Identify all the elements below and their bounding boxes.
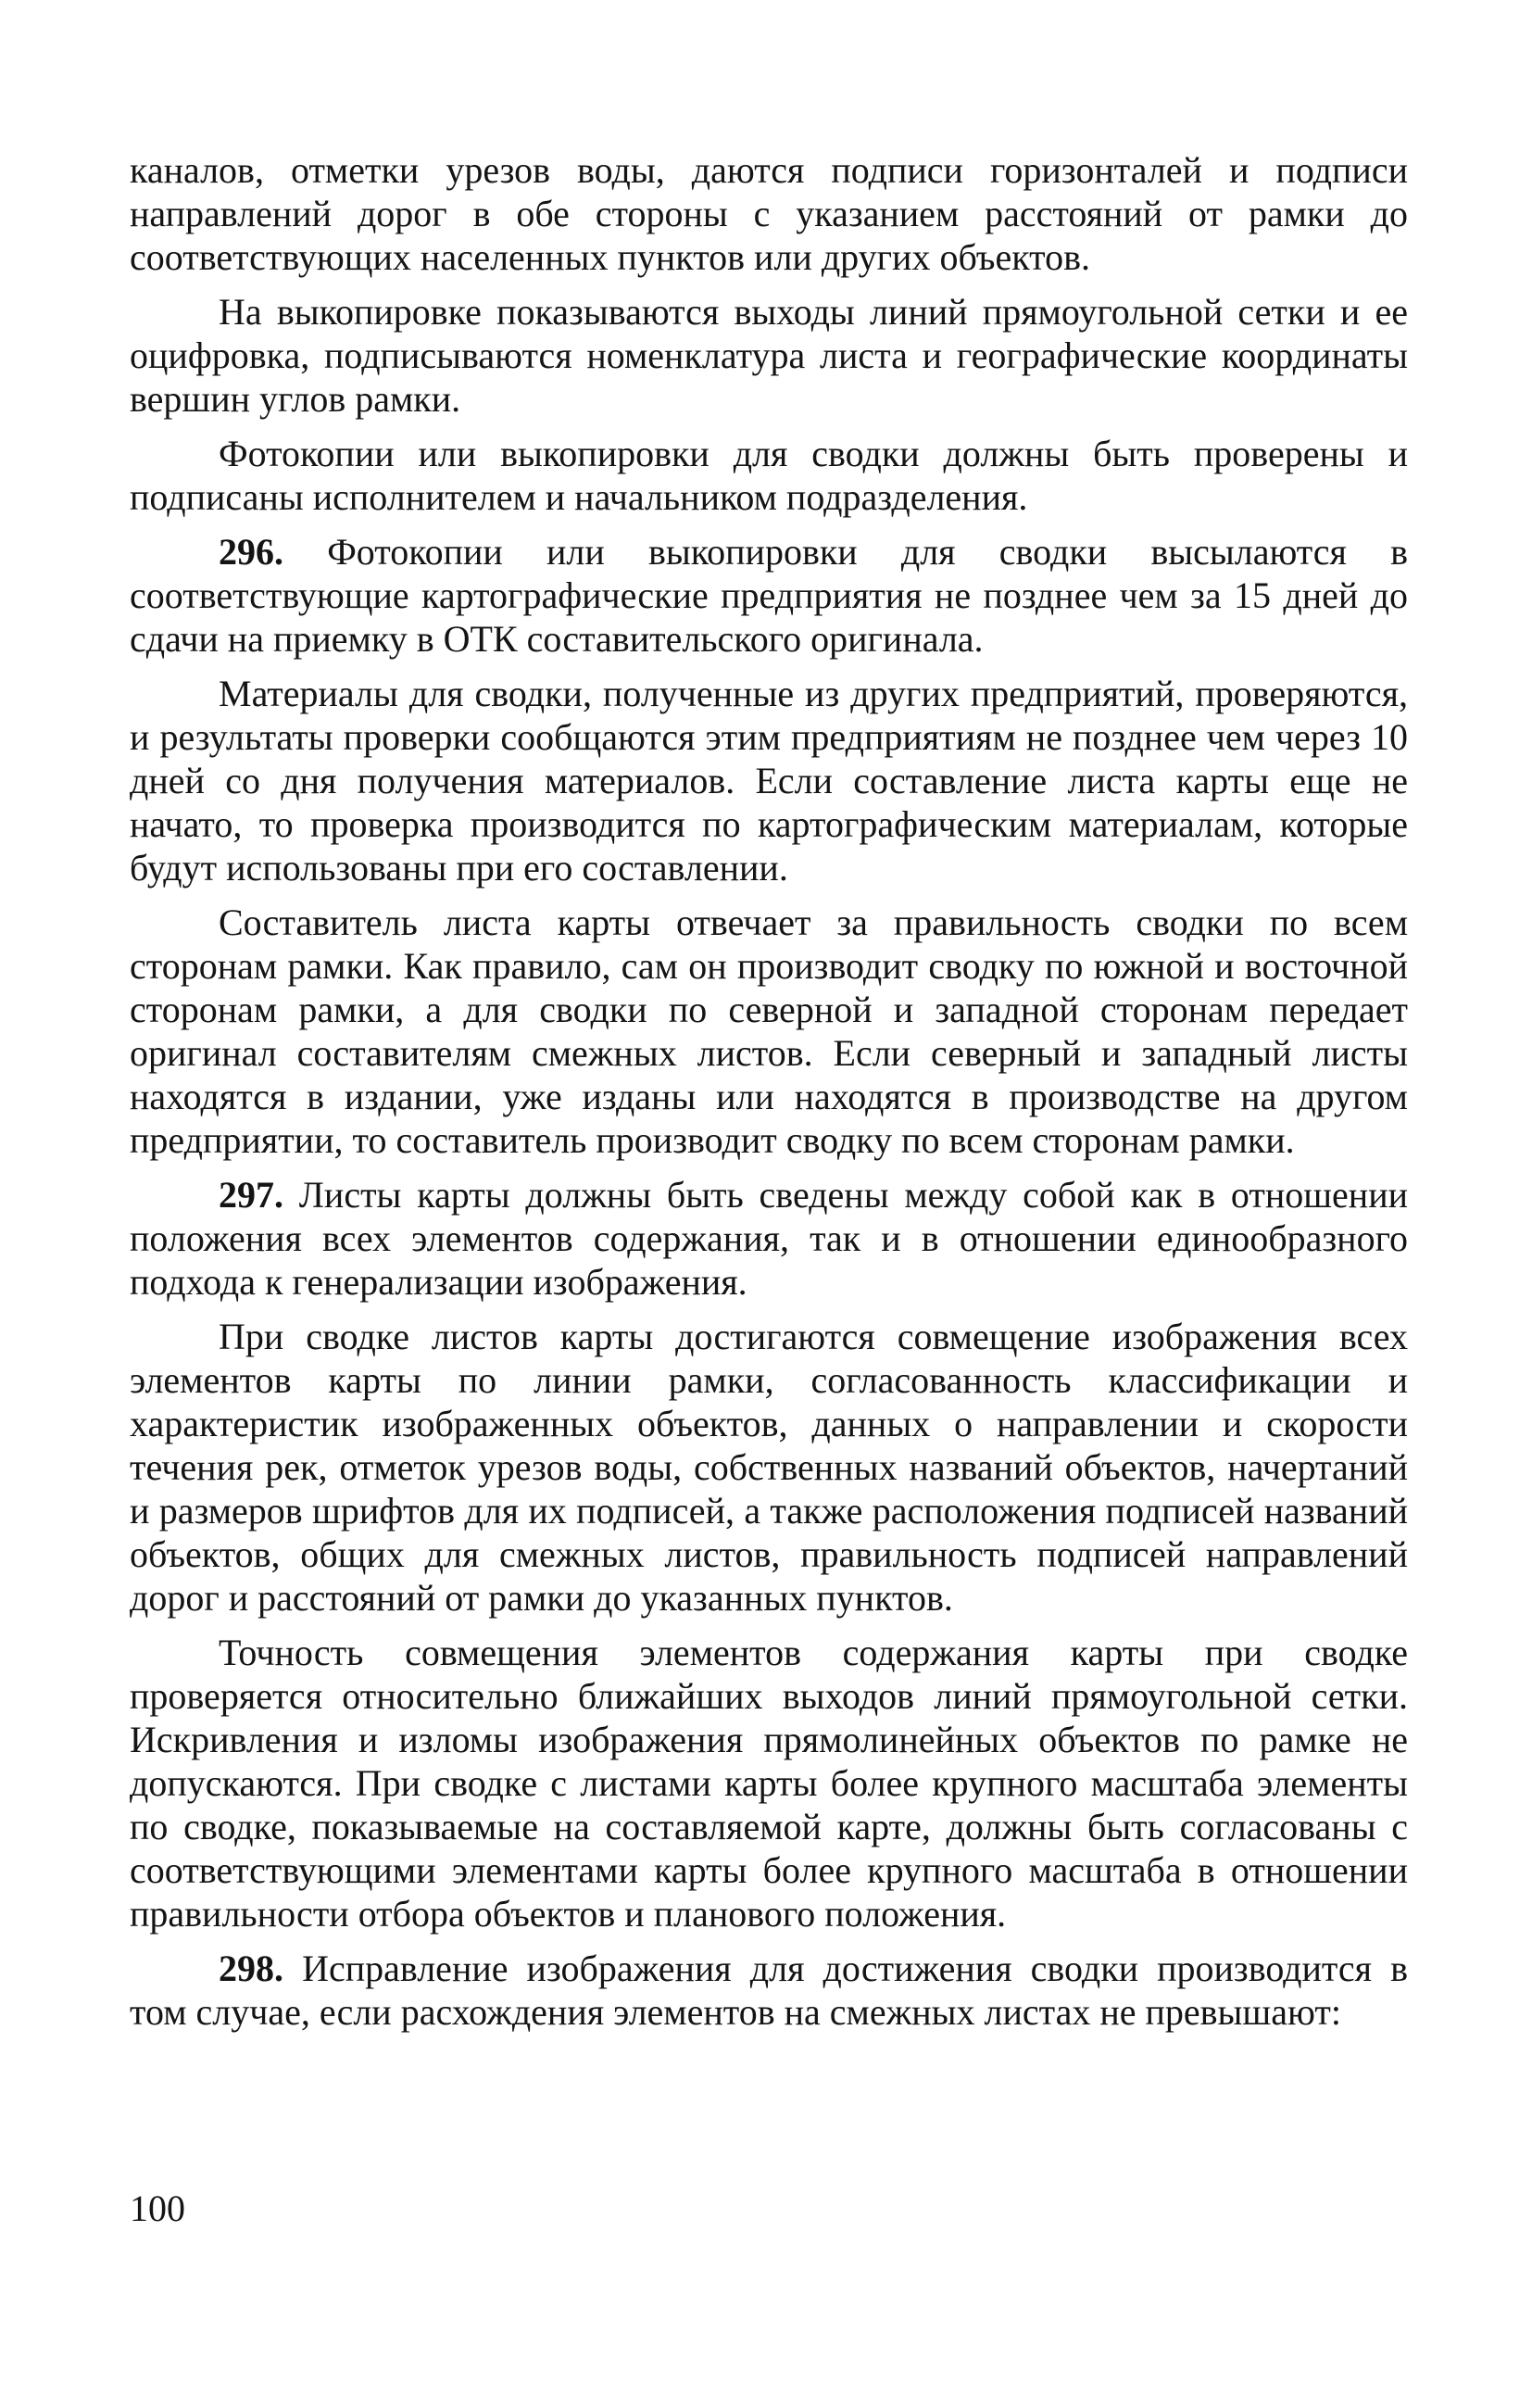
document-page [130, 148, 1408, 2045]
paragraph-text: Листы карты должны быть сведены между собой как в отношении положения всех элементов содержания, так и в отношении единообразного подхода к генерализации изображения. [130, 1174, 1409, 1303]
paragraph-9 [130, 1631, 1408, 1935]
paragraph-text: Исправление изображения для достижения сводки производится в том случае, если расхождения элементов на смежных листах не превышают: [130, 1948, 1408, 2033]
paragraph-text: Материалы для сводки, полученные из других предприятий, проверяются, и результаты проверки сообщаются этим предприятиям не позднее чем через 10 дней со дня получения материалов. Если составление листа карты еще не начато, то проверка производится по картографическим материалам, которые будут использованы при его составлении. [130, 673, 1408, 889]
paragraph-text: Составитель листа карты отвечает за правильность сводки по всем сторонам рамки. Как правило, сам он производит сводку по южной и восточной сторонам рамки, а для сводки по северной и западной сторонам передает оригинал составителям смежных листов. Если северный и западный листы находятся в издании, уже изданы или находятся в производстве на другом предприятии, то составитель производит сводку по всем сторонам рамки. [130, 901, 1408, 1161]
paragraph-1 [130, 148, 1408, 279]
section-number: 297. [219, 1174, 283, 1216]
paragraph-text: При сводке листов карты достигаются совмещение изображения всех элементов карты по линии рамки, согласованность классификации и характеристик изображенных объектов, данных о направлении и скорости течения рек, отметок урезов воды, собственных названий объектов, начертаний и размеров шрифтов для их подписей, а также расположения подписей названий объектов, общих для смежных листов, правильность подписей направлений дорог и расстояний от рамки до указанных пунктов. [130, 1316, 1408, 1619]
section-297 [130, 1173, 1408, 1304]
section-296 [130, 530, 1408, 661]
paragraph-text: Точность совмещения элементов содержания карты при сводке проверяется относительно ближайших выходов линий прямоугольной сетки. Искривления и изломы изображения прямолинейных объектов по рамке не допускаются. При сводке с листами карты более крупного масштаба элементы по сводке, показываемые на составляемой карте, должны быть согласованы с соответствующими элементами карты более крупного масштаба в отношении правильности отбора объектов и планового положения. [130, 1632, 1408, 1935]
paragraph-2 [130, 290, 1408, 421]
paragraph-text: каналов, отметки урезов воды, даются подписи горизонталей и подписи направлений дорог в обе стороны с указанием расстояний от рамки до соответствующих населенных пунктов или других объектов. [130, 149, 1408, 278]
section-number: 296. [219, 531, 283, 573]
paragraph-3 [130, 432, 1408, 519]
paragraph-text: Фотокопии или выкопировки для сводки должны быть проверены и подписаны исполнителем и начальником подразделения. [130, 433, 1408, 518]
section-298 [130, 1947, 1408, 2034]
paragraph-6 [130, 901, 1408, 1162]
paragraph-text: На выкопировке показываются выходы линий прямоугольной сетки и ее оцифровка, подписываются номенклатура листа и географические координаты вершин углов рамки. [130, 291, 1408, 420]
section-number: 298. [219, 1948, 283, 1989]
paragraph-5 [130, 672, 1408, 889]
paragraph-8 [130, 1315, 1408, 1620]
paragraph-text: Фотокопии или выкопировки для сводки высылаются в соответствующие картографические предприятия не позднее чем за 15 дней до сдачи на приемку в ОТК составительского оригинала. [130, 531, 1408, 660]
page-number: 100 [130, 2187, 185, 2229]
